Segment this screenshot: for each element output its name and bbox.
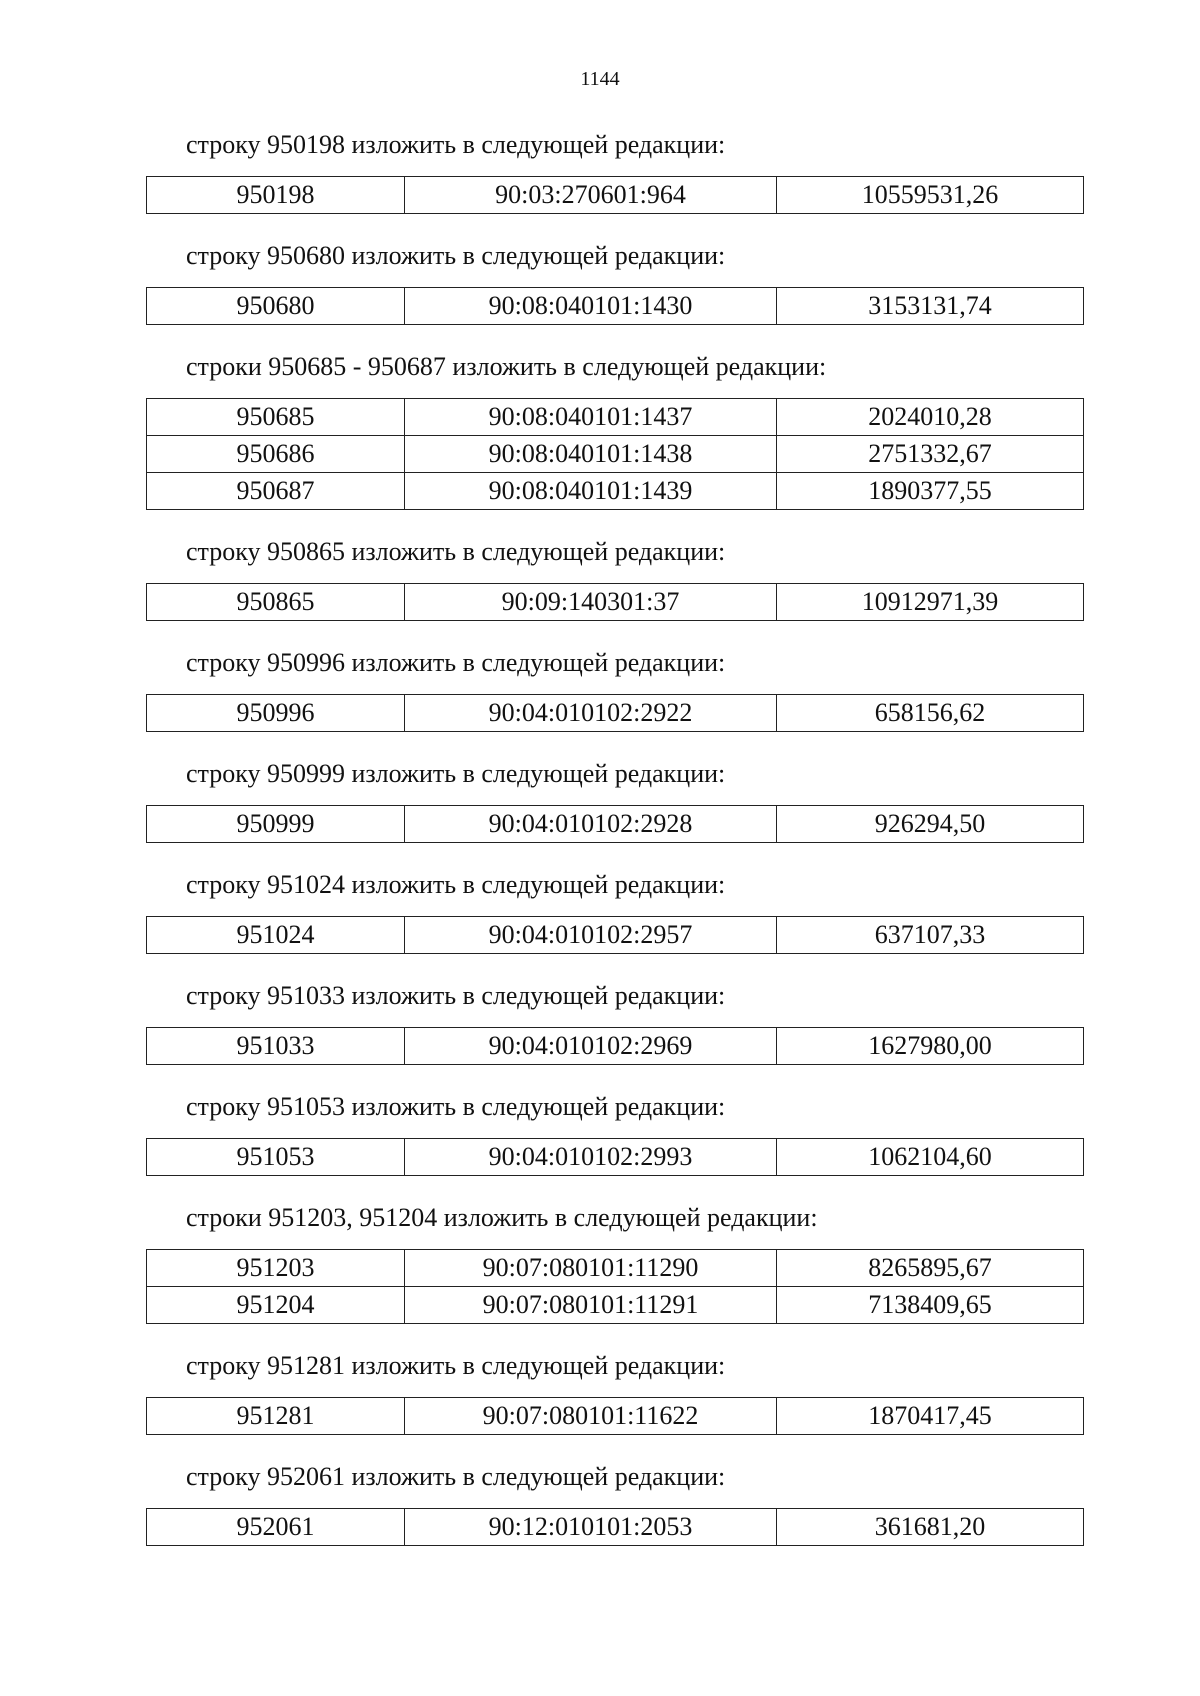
value-cell: 10912971,39 — [777, 584, 1084, 621]
amendment-table — [146, 1397, 1084, 1435]
value-cell: 3153131,74 — [777, 288, 1084, 325]
row-number-cell: 951204 — [147, 1287, 405, 1324]
table-row — [147, 695, 1084, 732]
amendment-table — [146, 583, 1084, 621]
amendment-table — [146, 805, 1084, 843]
amendment-table — [146, 1249, 1084, 1324]
table-row — [147, 1250, 1084, 1287]
value-cell: 2751332,67 — [777, 436, 1084, 473]
amendment-instruction: строку 950680 изложить в следующей редакции: — [186, 241, 726, 270]
table-row — [147, 1287, 1084, 1324]
row-number-cell: 952061 — [147, 1509, 405, 1546]
cadastral-number-cell: 90:07:080101:11291 — [405, 1287, 777, 1324]
amendment-section — [146, 648, 1083, 732]
amendment-section — [146, 759, 1083, 843]
value-cell: 361681,20 — [777, 1509, 1084, 1546]
amendment-section — [146, 1203, 1083, 1324]
row-number-cell: 950687 — [147, 473, 405, 510]
cadastral-number-cell: 90:09:140301:37 — [405, 584, 777, 621]
amendment-table — [146, 176, 1084, 214]
amendment-section — [146, 1092, 1083, 1176]
amendment-instruction: строку 951053 изложить в следующей редакции: — [186, 1092, 726, 1121]
cadastral-number-cell: 90:04:010102:2922 — [405, 695, 777, 732]
value-cell: 1870417,45 — [777, 1398, 1084, 1435]
value-cell: 7138409,65 — [777, 1287, 1084, 1324]
amendment-section — [146, 352, 1083, 510]
table-row — [147, 473, 1084, 510]
value-cell: 10559531,26 — [777, 177, 1084, 214]
amendment-instruction: строки 951203, 951204 изложить в следующей редакции: — [186, 1203, 818, 1232]
amendment-instruction: строку 950996 изложить в следующей редакции: — [186, 648, 726, 677]
value-cell: 1890377,55 — [777, 473, 1084, 510]
table-row — [147, 1398, 1084, 1435]
row-number-cell: 951053 — [147, 1139, 405, 1176]
cadastral-number-cell: 90:08:040101:1437 — [405, 399, 777, 436]
cadastral-number-cell: 90:04:010102:2928 — [405, 806, 777, 843]
table-row — [147, 1509, 1084, 1546]
document-body — [146, 130, 1083, 1573]
table-row — [147, 177, 1084, 214]
row-number-cell: 950686 — [147, 436, 405, 473]
row-number-cell: 951281 — [147, 1398, 405, 1435]
amendment-table — [146, 398, 1084, 510]
cadastral-number-cell: 90:07:080101:11290 — [405, 1250, 777, 1287]
amendment-table — [146, 1027, 1084, 1065]
row-number-cell: 950680 — [147, 288, 405, 325]
table-row — [147, 1028, 1084, 1065]
amendment-table — [146, 1138, 1084, 1176]
cadastral-number-cell: 90:04:010102:2993 — [405, 1139, 777, 1176]
cadastral-number-cell: 90:04:010102:2957 — [405, 917, 777, 954]
amendment-section — [146, 537, 1083, 621]
row-number-cell: 950198 — [147, 177, 405, 214]
amendment-section — [146, 241, 1083, 325]
amendment-instruction: строку 951033 изложить в следующей редакции: — [186, 981, 726, 1010]
row-number-cell: 950685 — [147, 399, 405, 436]
table-row — [147, 399, 1084, 436]
cadastral-number-cell: 90:08:040101:1438 — [405, 436, 777, 473]
table-row — [147, 584, 1084, 621]
cadastral-number-cell: 90:07:080101:11622 — [405, 1398, 777, 1435]
cadastral-number-cell: 90:08:040101:1430 — [405, 288, 777, 325]
amendment-table — [146, 1508, 1084, 1546]
value-cell: 8265895,67 — [777, 1250, 1084, 1287]
amendment-instruction: строку 950865 изложить в следующей редакции: — [186, 537, 726, 566]
row-number-cell: 951024 — [147, 917, 405, 954]
value-cell: 926294,50 — [777, 806, 1084, 843]
amendment-instruction: строку 951281 изложить в следующей редакции: — [186, 1351, 726, 1380]
amendment-table — [146, 916, 1084, 954]
table-row — [147, 806, 1084, 843]
table-row — [147, 1139, 1084, 1176]
value-cell: 1062104,60 — [777, 1139, 1084, 1176]
cadastral-number-cell: 90:04:010102:2969 — [405, 1028, 777, 1065]
amendment-section — [146, 870, 1083, 954]
value-cell: 1627980,00 — [777, 1028, 1084, 1065]
amendment-section — [146, 1351, 1083, 1435]
table-row — [147, 436, 1084, 473]
amendment-section — [146, 130, 1083, 214]
amendment-instruction: строку 952061 изложить в следующей редакции: — [186, 1462, 726, 1491]
row-number-cell: 950999 — [147, 806, 405, 843]
amendment-section — [146, 981, 1083, 1065]
amendment-table — [146, 694, 1084, 732]
page-number: 1144 — [580, 68, 620, 90]
amendment-instruction: строки 950685 - 950687 изложить в следующей редакции: — [186, 352, 827, 381]
amendment-instruction: строку 951024 изложить в следующей редакции: — [186, 870, 726, 899]
value-cell: 637107,33 — [777, 917, 1084, 954]
table-row — [147, 917, 1084, 954]
value-cell: 2024010,28 — [777, 399, 1084, 436]
row-number-cell: 950996 — [147, 695, 405, 732]
row-number-cell: 950865 — [147, 584, 405, 621]
table-row — [147, 288, 1084, 325]
amendment-instruction: строку 950198 изложить в следующей редакции: — [186, 130, 726, 159]
amendment-section — [146, 1462, 1083, 1546]
cadastral-number-cell: 90:03:270601:964 — [405, 177, 777, 214]
cadastral-number-cell: 90:12:010101:2053 — [405, 1509, 777, 1546]
value-cell: 658156,62 — [777, 695, 1084, 732]
amendment-table — [146, 287, 1084, 325]
cadastral-number-cell: 90:08:040101:1439 — [405, 473, 777, 510]
amendment-instruction: строку 950999 изложить в следующей редакции: — [186, 759, 726, 788]
row-number-cell: 951033 — [147, 1028, 405, 1065]
row-number-cell: 951203 — [147, 1250, 405, 1287]
